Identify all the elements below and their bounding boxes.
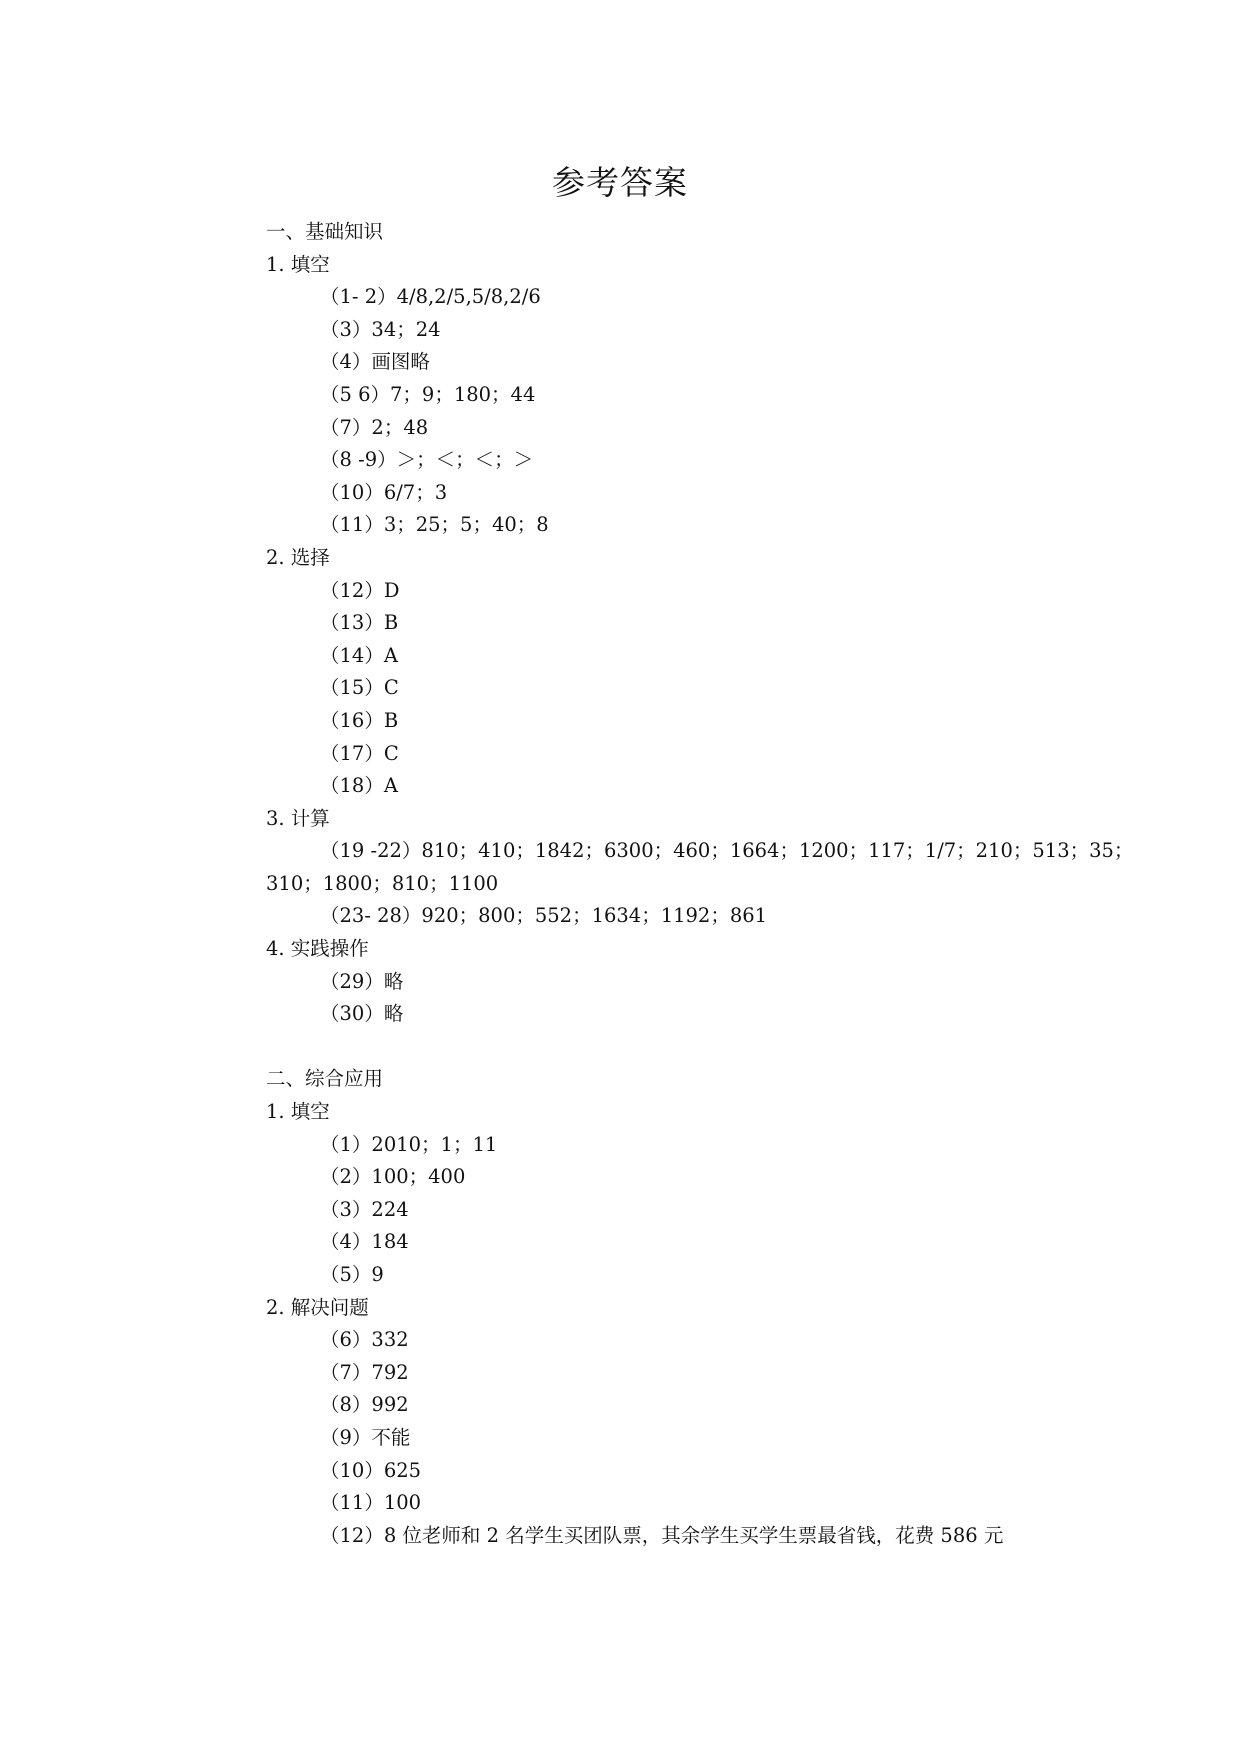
answer-line: （5）9 bbox=[320, 1263, 384, 1286]
answer-line: （23- 28）920；800；552；1634；1192；861 bbox=[320, 904, 768, 928]
answer-line: （11）3；25；5；40；8 bbox=[320, 513, 549, 537]
answer-line: （13）B bbox=[320, 611, 399, 635]
subsection-heading: 1. 填空 bbox=[266, 1100, 330, 1124]
section-heading: 二、综合应用 bbox=[266, 1067, 384, 1091]
answer-line: （3）224 bbox=[320, 1197, 409, 1221]
subsection-heading: 1. 填空 bbox=[266, 252, 330, 276]
subsection-heading: 4. 实践操作 bbox=[266, 937, 369, 961]
answer-line: （6）332 bbox=[320, 1328, 409, 1352]
answer-line: （7）792 bbox=[320, 1360, 409, 1384]
answer-line: （17）C bbox=[320, 741, 399, 765]
answer-line: （10）625 bbox=[320, 1458, 422, 1482]
subsection-heading: 3. 计算 bbox=[266, 806, 330, 830]
answer-line: （12）D bbox=[320, 578, 400, 602]
answer-line: （1- 2）4/8,2/5,5/8,2/6 bbox=[320, 285, 541, 309]
answer-line: （15）C bbox=[320, 676, 399, 700]
answer-line-continuation: 310；1800；810；1100 bbox=[266, 871, 499, 895]
answer-line: （2）100；400 bbox=[320, 1165, 466, 1189]
answer-line: （18）A bbox=[320, 774, 398, 798]
blank-line bbox=[266, 1031, 1126, 1064]
answer-line: （8）992 bbox=[320, 1393, 409, 1417]
answer-line: （16）B bbox=[320, 708, 399, 732]
answer-line: （30）略 bbox=[320, 1002, 404, 1026]
answer-line: （5 6）7；9；180；44 bbox=[320, 382, 536, 406]
section-heading: 一、基础知识 bbox=[266, 220, 384, 243]
answer-line: （10）6/7；3 bbox=[320, 480, 448, 504]
subsection-heading: 2. 解决问题 bbox=[266, 1295, 369, 1319]
subsection-heading: 2. 选择 bbox=[266, 545, 330, 569]
answer-line: （4）画图略 bbox=[320, 350, 430, 374]
answer-line: （3）34；24 bbox=[320, 317, 441, 341]
answer-list bbox=[266, 216, 1134, 1552]
answer-line: （8 -9）＞；＜；＜；＞ bbox=[320, 448, 534, 472]
answer-line: （12）8 位老师和 2 名学生买团队票，其余学生买学生票最省钱，花费 586 元 bbox=[320, 1523, 1004, 1547]
answer-line: （19 -22）810；410；1842；6300；460；1664；1200；117；1/7；210；513；35； bbox=[320, 839, 1134, 863]
answer-line: （14）A bbox=[320, 643, 398, 667]
document-title: 参考答案 bbox=[552, 163, 688, 202]
answer-line: （1）2010；1；11 bbox=[320, 1132, 498, 1156]
answer-line: （4）184 bbox=[320, 1230, 409, 1254]
answer-line: （29）略 bbox=[320, 969, 404, 993]
answer-line: （7）2；48 bbox=[320, 415, 429, 439]
answer-line: （11）100 bbox=[320, 1491, 422, 1515]
answer-line: （9）不能 bbox=[320, 1425, 411, 1449]
